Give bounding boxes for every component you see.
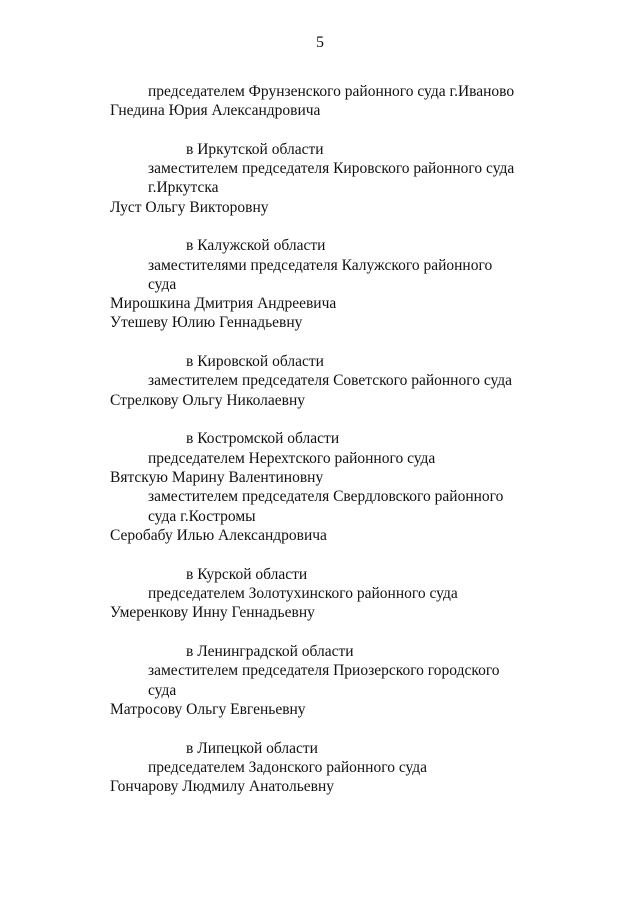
appointment-line: председателем Золотухинского районного суда [148,585,458,602]
appointment-line: заместителем председателя Кировского районного суда [148,160,515,177]
appointment-line: председателем Задонского районного суда [148,759,428,776]
region-heading: в Кировской области [186,353,324,370]
person-name: Матросову Ольгу Евгеньевну [110,701,306,718]
region-heading: в Курской области [186,566,308,583]
person-name: Серобабу Илью Александровича [110,527,327,544]
appointment-line: заместителем председателя Свердловского районного [148,488,504,505]
person-name: Гончарову Людмилу Анатольевну [110,778,335,795]
person-name: Луст Ольгу Викторовну [110,199,269,216]
appointment-line: суда [148,682,177,699]
person-name: Гнедина Юрия Александровича [110,102,321,119]
region-heading: в Калужской области [186,237,326,254]
appointment-line: председателем Нерехтского районного суда [148,450,436,467]
appointment-line: заместителями председателя Калужского районного [148,257,493,274]
region-heading: в Ленинградской области [186,643,354,660]
appointment-line: суда [148,276,177,293]
region-heading: в Костромской области [186,430,340,447]
person-name: Стрелкову Ольгу Николаевну [110,392,305,409]
page-number: 5 [316,34,324,51]
appointment-line: г.Иркутска [148,179,219,196]
person-name: Вятскую Марину Валентиновну [110,469,324,486]
appointment-line: председателем Фрунзенского районного суда г.Иваново [148,83,515,100]
region-heading: в Липецкой области [186,740,318,757]
person-name: Умеренкову Инну Геннадьевну [110,604,315,621]
appointment-line: суда г.Костромы [148,508,256,525]
appointment-line: заместителем председателя Советского районного суда [148,372,513,389]
person-name: Мирошкина Дмитрия Андреевича [110,295,337,312]
person-name: Утешеву Юлию Геннадьевну [110,314,303,331]
appointment-line: заместителем председателя Приозерского городского [148,662,500,679]
region-heading: в Иркутской области [186,141,324,158]
